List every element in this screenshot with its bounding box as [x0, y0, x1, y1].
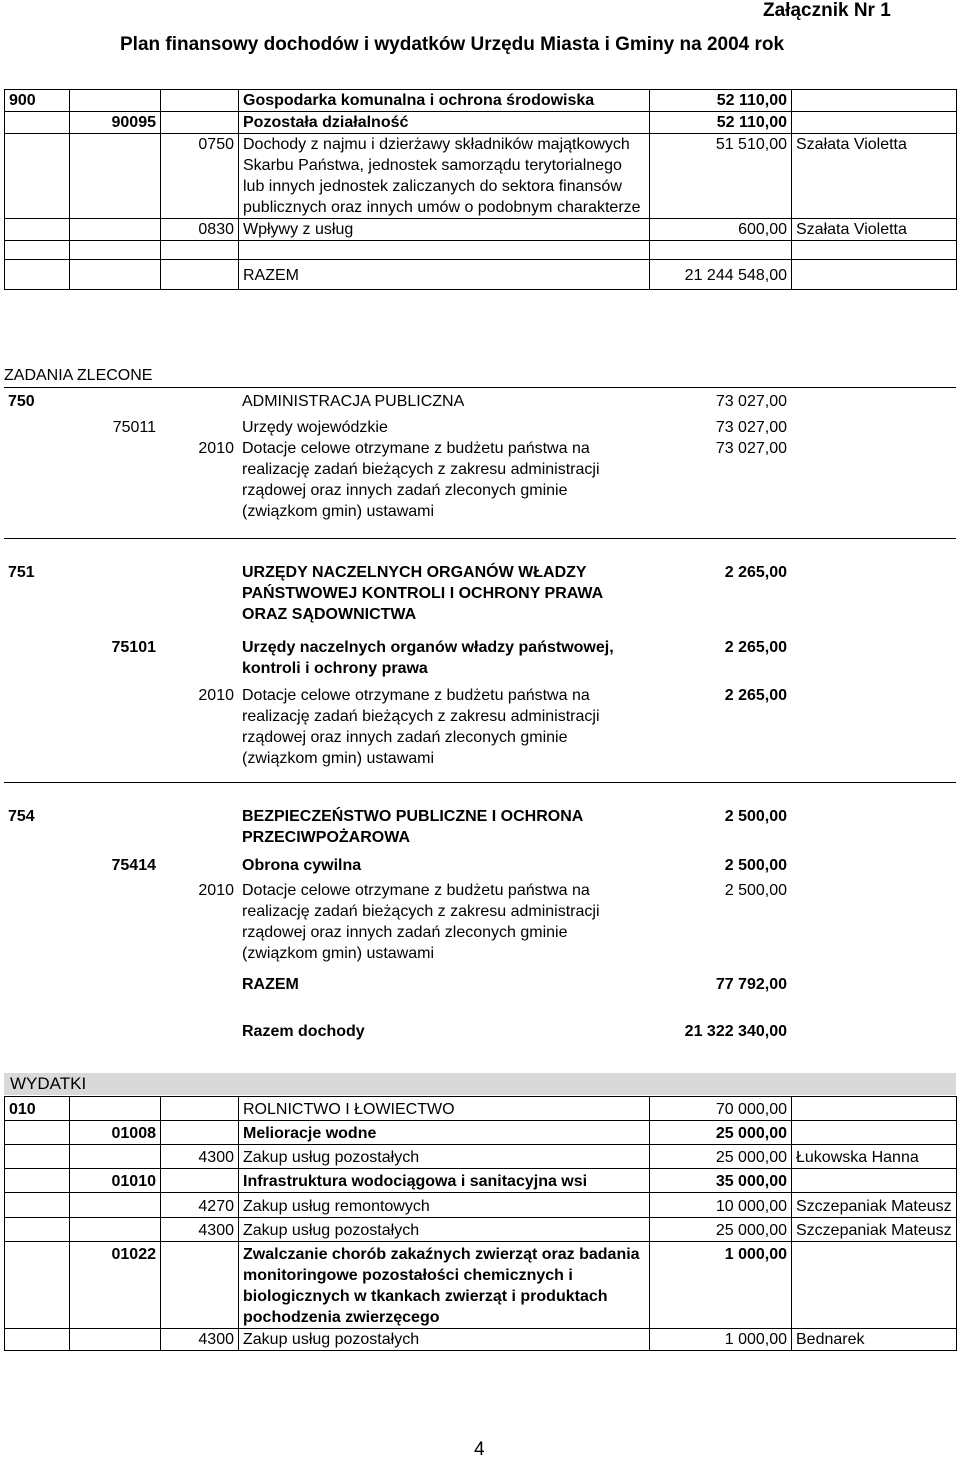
table-row — [5, 1218, 957, 1242]
table-row — [5, 1169, 957, 1193]
table-row — [4, 848, 956, 876]
rozdzial-cell: 75414 — [111, 857, 156, 874]
amount-cell: 52 110,00 — [650, 90, 792, 112]
paragraf-cell: 2010 — [198, 687, 234, 704]
zadania-table-754 — [4, 806, 956, 1042]
name-cell: Obrona cywilna — [242, 857, 362, 874]
name-cell: Zakup usług pozostałych — [239, 1218, 650, 1242]
person-cell: Szałata Violetta — [792, 134, 957, 219]
name-cell: Urzędy naczelnych organów władzy państwowej, kontroli i ochrony prawa — [242, 639, 614, 677]
paragraf-cell: 4300 — [161, 1145, 239, 1169]
name-cell: Zwalczanie chorób zakaźnych zwierząt oraz badania monitoringowe pozostałości chemicznych i biologicznych w tkankach zwierząt i produktach pochodzenia zwierzęcego — [239, 1242, 650, 1329]
table-row — [5, 1121, 957, 1145]
dzial-cell: 751 — [8, 564, 35, 581]
rozdzial-cell: 90095 — [70, 112, 161, 134]
paragraf-cell: 4270 — [161, 1193, 239, 1218]
amount-cell: 51 510,00 — [650, 134, 792, 219]
paragraf-cell — [161, 90, 239, 112]
name-cell: ADMINISTRACJA PUBLICZNA — [242, 393, 465, 410]
page-number: 4 — [474, 1439, 485, 1460]
total-label: RAZEM — [239, 260, 650, 290]
name-cell: URZĘDY NACZELNYCH ORGANÓW WŁADZY PAŃSTWOWEJ KONTROLI I OCHRONY PRAWA ORAZ SĄDOWNICTWA — [242, 564, 603, 623]
name-cell: Dochody z najmu i dzierżawy składników majątkowych Skarbu Państwa, jednostek samorządu terytorialnego lub innych jednostek zaliczanych do sektora finansów publicznych oraz innych umów o podobnym charakterze — [239, 134, 650, 219]
amount-cell: 73 027,00 — [715, 419, 787, 436]
paragraf-cell: 4300 — [161, 1329, 239, 1351]
empty-row — [5, 241, 957, 260]
rozdzial-cell: 75011 — [112, 419, 156, 436]
paragraf-cell: 0830 — [161, 219, 239, 241]
name-cell: Urzędy wojewódzkie — [242, 419, 388, 436]
table-row — [5, 90, 957, 112]
table-row — [4, 876, 956, 964]
divider — [4, 387, 956, 388]
name-cell: BEZPIECZEŃSTWO PUBLICZNE I OCHRONA PRZECIWPOŻAROWA — [242, 808, 583, 846]
person-cell — [792, 90, 957, 112]
table-row — [5, 134, 957, 219]
total-row — [5, 260, 957, 290]
page-title: Plan finansowy dochodów i wydatków Urzędu Miasta i Gminy na 2004 rok — [120, 34, 785, 55]
dzial-cell: 754 — [8, 808, 35, 825]
wydatki-table — [4, 1096, 957, 1351]
amount-cell: 2 500,00 — [724, 808, 787, 825]
table-row — [4, 562, 956, 625]
rozdzial-cell — [70, 90, 161, 112]
person-cell: Bednarek — [792, 1329, 957, 1351]
total-row — [4, 964, 956, 995]
dzial-cell: 010 — [5, 1097, 70, 1121]
paragraf-cell: 2010 — [198, 882, 234, 899]
amount-cell: 600,00 — [650, 219, 792, 241]
amount-cell: 10 000,00 — [650, 1193, 792, 1218]
amount-cell: 35 000,00 — [650, 1169, 792, 1193]
rozdzial-cell: 01022 — [70, 1242, 161, 1329]
amount-cell: 73 027,00 — [715, 393, 787, 410]
name-cell: Wpływy z usług — [239, 219, 650, 241]
grand-total-value: 21 322 340,00 — [684, 1023, 787, 1040]
zadania-table-751 — [4, 562, 956, 769]
rozdzial-cell: 01010 — [70, 1169, 161, 1193]
person-cell: Szczepaniak Mateusz — [792, 1218, 957, 1242]
name-cell: Dotacje celowe otrzymane z budżetu państwa na realizację zadań bieżących z zakresu administracji rządowej oraz innych zadań zleconych gminie (związkom gmin) ustawami — [242, 440, 600, 520]
name-cell: Dotacje celowe otrzymane z budżetu państwa na realizację zadań bieżących z zakresu administracji rządowej oraz innych zadań zleconych gminie (związkom gmin) ustawami — [242, 882, 600, 962]
amount-cell: 52 110,00 — [650, 112, 792, 134]
person-cell: Łukowska Hanna — [792, 1145, 957, 1169]
table-row — [5, 1242, 957, 1329]
name-cell: Zakup usług pozostałych — [239, 1329, 650, 1351]
name-cell: Melioracje wodne — [239, 1121, 650, 1145]
total-value: 77 792,00 — [715, 976, 787, 993]
name-cell: Infrastruktura wodociągowa i sanitacyjna wsi — [239, 1169, 650, 1193]
grand-total-row — [4, 995, 956, 1042]
amount-cell: 73 027,00 — [715, 440, 787, 457]
amount-cell: 2 265,00 — [724, 564, 787, 581]
name-cell: Zakup usług pozostałych — [239, 1145, 650, 1169]
amount-cell: 25 000,00 — [650, 1121, 792, 1145]
amount-cell: 2 265,00 — [724, 639, 787, 656]
divider — [4, 782, 956, 783]
rozdzial-cell: 75101 — [111, 639, 156, 656]
table-row — [4, 679, 956, 769]
zadania-heading: ZADANIA ZLECONE — [4, 367, 153, 384]
amount-cell: 1 000,00 — [650, 1242, 792, 1329]
table-row — [5, 219, 957, 241]
paragraf-cell: 0750 — [161, 134, 239, 219]
amount-cell: 2 265,00 — [724, 687, 787, 704]
table-row — [4, 412, 956, 438]
table-row — [4, 625, 956, 679]
paragraf-cell: 2010 — [198, 440, 234, 457]
total-value: 21 244 548,00 — [650, 260, 792, 290]
name-cell: Pozostała działalność — [239, 112, 650, 134]
table-row — [5, 1097, 957, 1121]
name-cell: Dotacje celowe otrzymane z budżetu państwa na realizację zadań bieżących z zakresu administracji rządowej oraz innych zadań zleconych gminie (związkom gmin) ustawami — [242, 687, 600, 767]
amount-cell: 70 000,00 — [650, 1097, 792, 1121]
table-row — [4, 806, 956, 848]
name-cell: ROLNICTWO I ŁOWIECTWO — [239, 1097, 650, 1121]
table-row — [5, 1145, 957, 1169]
table-row — [5, 112, 957, 134]
table-row — [4, 391, 956, 412]
paragraf-cell: 4300 — [161, 1218, 239, 1242]
zadania-table — [4, 391, 956, 522]
amount-cell: 25 000,00 — [650, 1145, 792, 1169]
amount-cell: 1 000,00 — [650, 1329, 792, 1351]
name-cell: Zakup usług remontowych — [239, 1193, 650, 1218]
dzial-cell: 750 — [8, 393, 35, 410]
grand-total-label: Razem dochody — [242, 1023, 365, 1040]
total-label: RAZEM — [242, 976, 299, 993]
amount-cell: 2 500,00 — [724, 857, 787, 874]
rozdzial-cell: 01008 — [70, 1121, 161, 1145]
table-row — [5, 1329, 957, 1351]
person-cell: Szałata Violetta — [792, 219, 957, 241]
divider — [4, 538, 956, 539]
wydatki-heading: WYDATKI — [4, 1073, 956, 1095]
table-row — [5, 1193, 957, 1218]
name-cell: Gospodarka komunalna i ochrona środowiska — [239, 90, 650, 112]
amount-cell: 25 000,00 — [650, 1218, 792, 1242]
annex-label: Załącznik Nr 1 — [763, 0, 891, 21]
table-row — [4, 438, 956, 522]
amount-cell: 2 500,00 — [724, 882, 787, 899]
dzial-cell: 900 — [5, 90, 70, 112]
income-table — [4, 89, 957, 290]
person-cell: Szczepaniak Mateusz — [792, 1193, 957, 1218]
